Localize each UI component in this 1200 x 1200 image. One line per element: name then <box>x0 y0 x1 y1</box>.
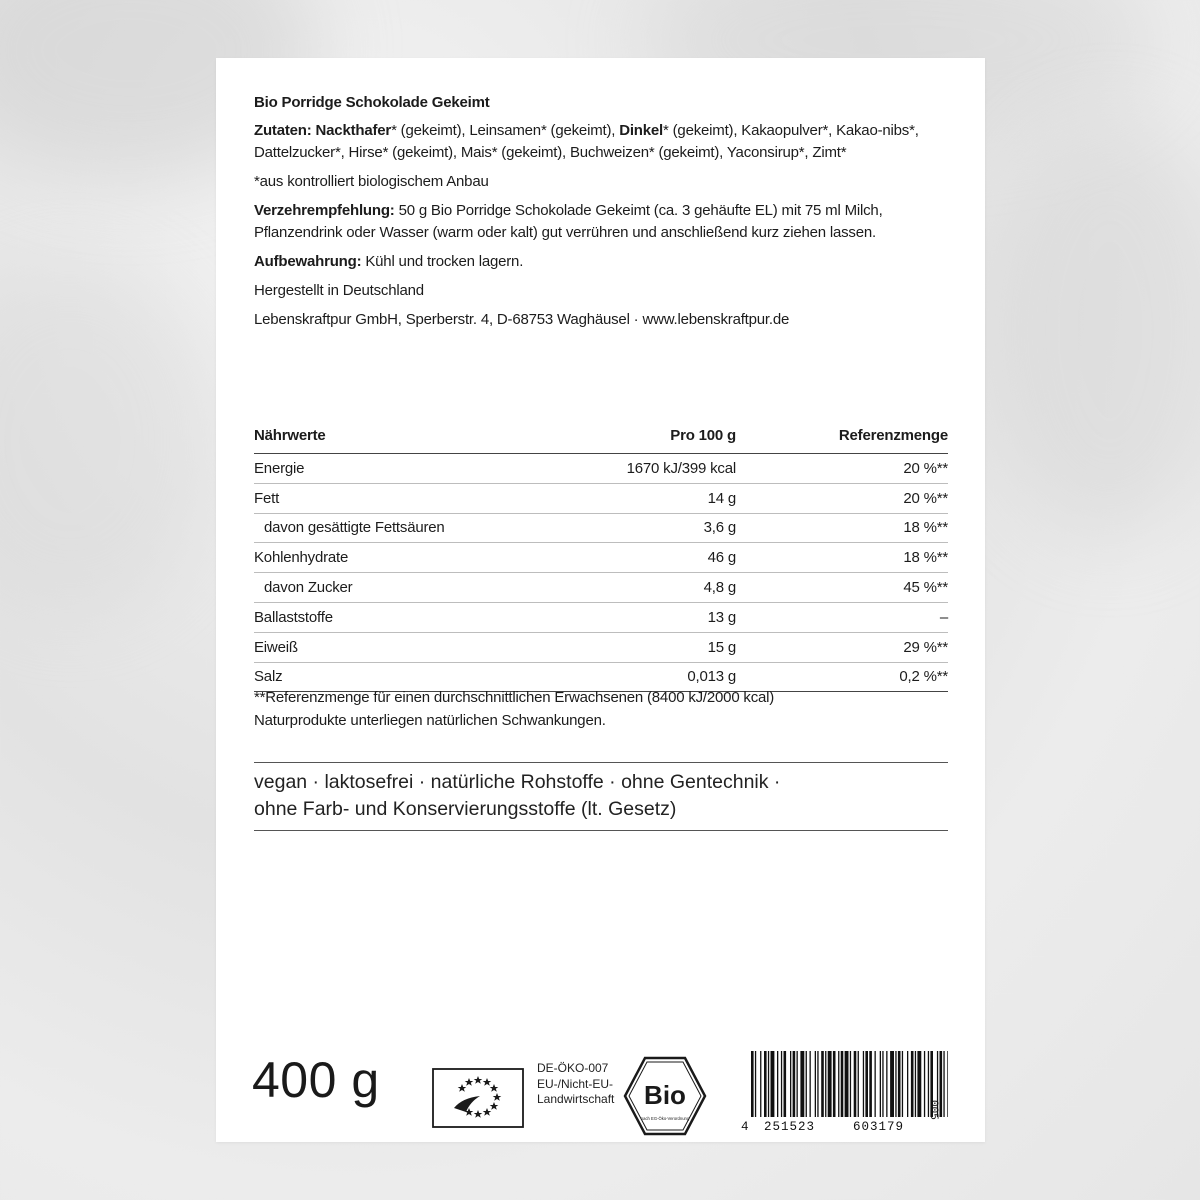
nutrient-name: Kohlenhydrate <box>254 543 574 573</box>
barcode-bar <box>882 1051 883 1117</box>
origin-text: Hergestellt in Deutschland <box>254 282 424 299</box>
ingredient-dinkel-suffix: * (gekeimt), <box>663 122 738 139</box>
ingredients-paragraph <box>254 120 948 164</box>
nutrient-reference: 18 %** <box>736 543 948 573</box>
ingredient-dinkel: Dinkel <box>619 122 664 139</box>
nutrition-header-row <box>254 424 948 454</box>
nutrient-per100: 3,6 g <box>574 513 736 543</box>
nutrient-per100: 14 g <box>574 483 736 513</box>
barcode-bar <box>863 1051 864 1117</box>
ingredients-label: Zutaten: <box>254 122 312 139</box>
barcode-bar <box>833 1051 836 1117</box>
storage-label: Aufbewahrung: <box>254 253 362 270</box>
barcode-bar <box>797 1051 798 1117</box>
nutrient-per100: 1670 kJ/399 kcal <box>574 454 736 484</box>
bio-seal-logo <box>623 1054 707 1138</box>
organic-note: *aus kontrolliert biologischem Anbau <box>254 173 489 190</box>
ingredient-yaconsirup: Yaconsirup <box>726 144 799 161</box>
barcode-bar <box>777 1051 778 1117</box>
barcode-bar <box>886 1051 887 1117</box>
table-row <box>254 632 948 662</box>
barcode-bar <box>817 1051 818 1117</box>
storage-text: Kühl und trocken lagern. <box>365 253 524 270</box>
ingredient-yaconsirup-suffix: *, <box>798 144 809 161</box>
barcode-bar <box>841 1051 844 1117</box>
label-text-block <box>254 92 948 338</box>
barcode-bar <box>781 1051 782 1117</box>
recommendation-text: 50 g Bio Porridge Schokolade Gekeimt (ca. 3 gehäufte EL) mit 75 ml Milch, Pflanzendrink oder Wasser (warm oder kalt) gut verrühren und anschließend kurz ziehen lassen. <box>254 202 883 241</box>
barcode-bar <box>815 1051 816 1117</box>
barcode-bar <box>890 1051 894 1117</box>
bio-seal-text: Bio <box>644 1080 686 1110</box>
barcode-bar <box>821 1051 824 1117</box>
barcode-bar <box>825 1051 826 1117</box>
barcode-bar <box>865 1051 868 1117</box>
variation-footnote: Naturprodukte unterliegen natürlichen Schwankungen. <box>254 712 606 729</box>
ingredient-buchweizen: Buchweizen <box>569 144 649 161</box>
nutrient-name: Eiweiß <box>254 632 574 662</box>
ingredient-leinsamen: Leinsamen <box>469 122 541 139</box>
barcode-right-digits: 603179 <box>853 1120 905 1134</box>
barcode-bar <box>751 1051 754 1117</box>
nutrient-name: Energie <box>254 454 574 484</box>
nutrient-name: davon Zucker <box>254 573 574 603</box>
eco-control-text <box>537 1061 614 1108</box>
ingredient-kakaonibs: Kakao-nibs <box>836 122 910 139</box>
barcode-bar <box>800 1051 804 1117</box>
ingredient-dattelzucker: Dattelzucker <box>254 144 335 161</box>
ingredient-buchweizen-suffix: * (gekeimt), <box>648 144 724 161</box>
barcode-bar <box>838 1051 839 1117</box>
eco-code: DE-ÖKO-007 <box>537 1061 609 1075</box>
barcode-bar <box>915 1051 916 1117</box>
barcode-bar <box>790 1051 791 1117</box>
nutrient-per100: 4,8 g <box>574 573 736 603</box>
barcode-bar <box>898 1051 901 1117</box>
nutrient-reference: 0,2 %** <box>736 662 948 692</box>
barcode-bar <box>760 1051 761 1117</box>
nutrient-reference: 29 %** <box>736 632 948 662</box>
nutrient-reference: – <box>736 602 948 632</box>
barcode-bar <box>810 1051 811 1117</box>
nutrient-name: Salz <box>254 662 574 692</box>
product-label <box>216 58 985 1142</box>
barcode-bar <box>764 1051 767 1117</box>
barcode-bar <box>850 1051 851 1117</box>
barcode-bar <box>768 1051 769 1117</box>
ingredient-mais: Mais <box>460 144 492 161</box>
barcode-bar <box>771 1051 775 1117</box>
nutrition-header-per100: Pro 100 g <box>574 424 736 454</box>
nutrient-reference: 45 %** <box>736 573 948 603</box>
storage-paragraph <box>254 251 948 273</box>
barcode-bar <box>869 1051 872 1117</box>
barcode-bar <box>806 1051 807 1117</box>
recommendation-label: Verzehrempfehlung: <box>254 202 395 219</box>
ingredient-zimt-suffix: * <box>840 144 847 161</box>
barcode-first-digit: 4 <box>741 1120 749 1134</box>
claims-line-1: vegan · laktosefrei · natürliche Rohstoffe · ohne Gentechnik · <box>254 771 781 793</box>
nutrient-reference: 20 %** <box>736 483 948 513</box>
nutrition-header-reference: Referenzmenge <box>736 424 948 454</box>
barcode-bar <box>895 1051 896 1117</box>
ingredient-leinsamen-suffix: * (gekeimt), <box>540 122 616 139</box>
recommendation-paragraph <box>254 200 948 244</box>
reference-footnote: **Referenzmenge für einen durchschnittlichen Erwachsenen (8400 kJ/2000 kcal) <box>254 689 775 706</box>
barcode-bar <box>828 1051 832 1117</box>
ean-barcode <box>751 1051 948 1117</box>
eu-organic-leaf-logo <box>432 1068 524 1128</box>
barcode-bar <box>917 1051 921 1117</box>
barcode-bar <box>784 1051 787 1117</box>
bio-seal-small-text: nach EG-Öko-Verordnung <box>640 1116 690 1121</box>
nutrient-name: davon gesättigte Fettsäuren <box>254 513 574 543</box>
nutrient-per100: 46 g <box>574 543 736 573</box>
table-row <box>254 573 948 603</box>
nutrient-name: Fett <box>254 483 574 513</box>
ingredient-kakaonibs-suffix: *, <box>909 122 919 139</box>
ingredient-kakaopulver-suffix: *, <box>822 122 833 139</box>
ingredient-mais-suffix: * (gekeimt), <box>491 144 566 161</box>
eco-origin-line2: Landwirtschaft <box>537 1092 615 1106</box>
manufacturer-text: Lebenskraftpur GmbH, Sperberstr. 4, D-68753 Waghäusel · www.lebenskraftpur.de <box>254 311 790 328</box>
nutrition-footnote <box>254 686 948 732</box>
nutrient-per100: 15 g <box>574 632 736 662</box>
barcode-bar <box>940 1051 943 1117</box>
barcode-bar <box>947 1051 948 1117</box>
eco-origin-line1: EU-/Nicht-EU- <box>537 1076 614 1091</box>
barcode-bar <box>911 1051 914 1117</box>
table-row <box>254 543 948 573</box>
ingredient-zimt: Zimt <box>812 144 841 161</box>
product-title: Bio Porridge Schokolade Gekeimt <box>254 94 490 111</box>
nutrient-per100: 0,013 g <box>574 662 736 692</box>
barcode-bar <box>858 1051 859 1117</box>
table-row <box>254 513 948 543</box>
ingredient-nackthafer: Nackthafer <box>315 122 392 139</box>
claims-line-2: ohne Farb- und Konservierungsstoffe (lt. Gesetz) <box>254 798 677 820</box>
barcode-bar <box>924 1051 925 1117</box>
barcode-left-digits: 251523 <box>764 1120 816 1134</box>
barcode-bar <box>875 1051 876 1117</box>
table-row <box>254 454 948 484</box>
ingredient-nackthafer-suffix: * (gekeimt), <box>391 122 466 139</box>
barcode-bar <box>845 1051 849 1117</box>
nutrient-reference: 18 %** <box>736 513 948 543</box>
product-claims <box>254 762 948 831</box>
barcode-bar <box>907 1051 908 1117</box>
nutrition-header-name: Nährwerte <box>254 424 574 454</box>
nutrition-table <box>254 424 948 692</box>
ingredient-dattelzucker-suffix: *, <box>334 144 345 161</box>
barcode-addon-digits: 005 <box>927 1100 939 1120</box>
barcode-bar <box>755 1051 756 1117</box>
ingredient-hirse-suffix: * (gekeimt), <box>382 144 457 161</box>
nutrient-reference: 20 %** <box>736 454 948 484</box>
table-row <box>254 602 948 632</box>
table-row <box>254 483 948 513</box>
nutrient-per100: 13 g <box>574 602 736 632</box>
ingredient-hirse: Hirse <box>348 144 383 161</box>
nutrient-name: Ballaststoffe <box>254 602 574 632</box>
ingredient-kakaopulver: Kakaopulver <box>741 122 823 139</box>
barcode-bar <box>880 1051 881 1117</box>
barcode-bar <box>943 1051 944 1117</box>
barcode-bar <box>793 1051 796 1117</box>
barcode-bar <box>902 1051 903 1117</box>
barcode-bar <box>854 1051 857 1117</box>
net-weight: 400 g <box>252 1052 380 1108</box>
